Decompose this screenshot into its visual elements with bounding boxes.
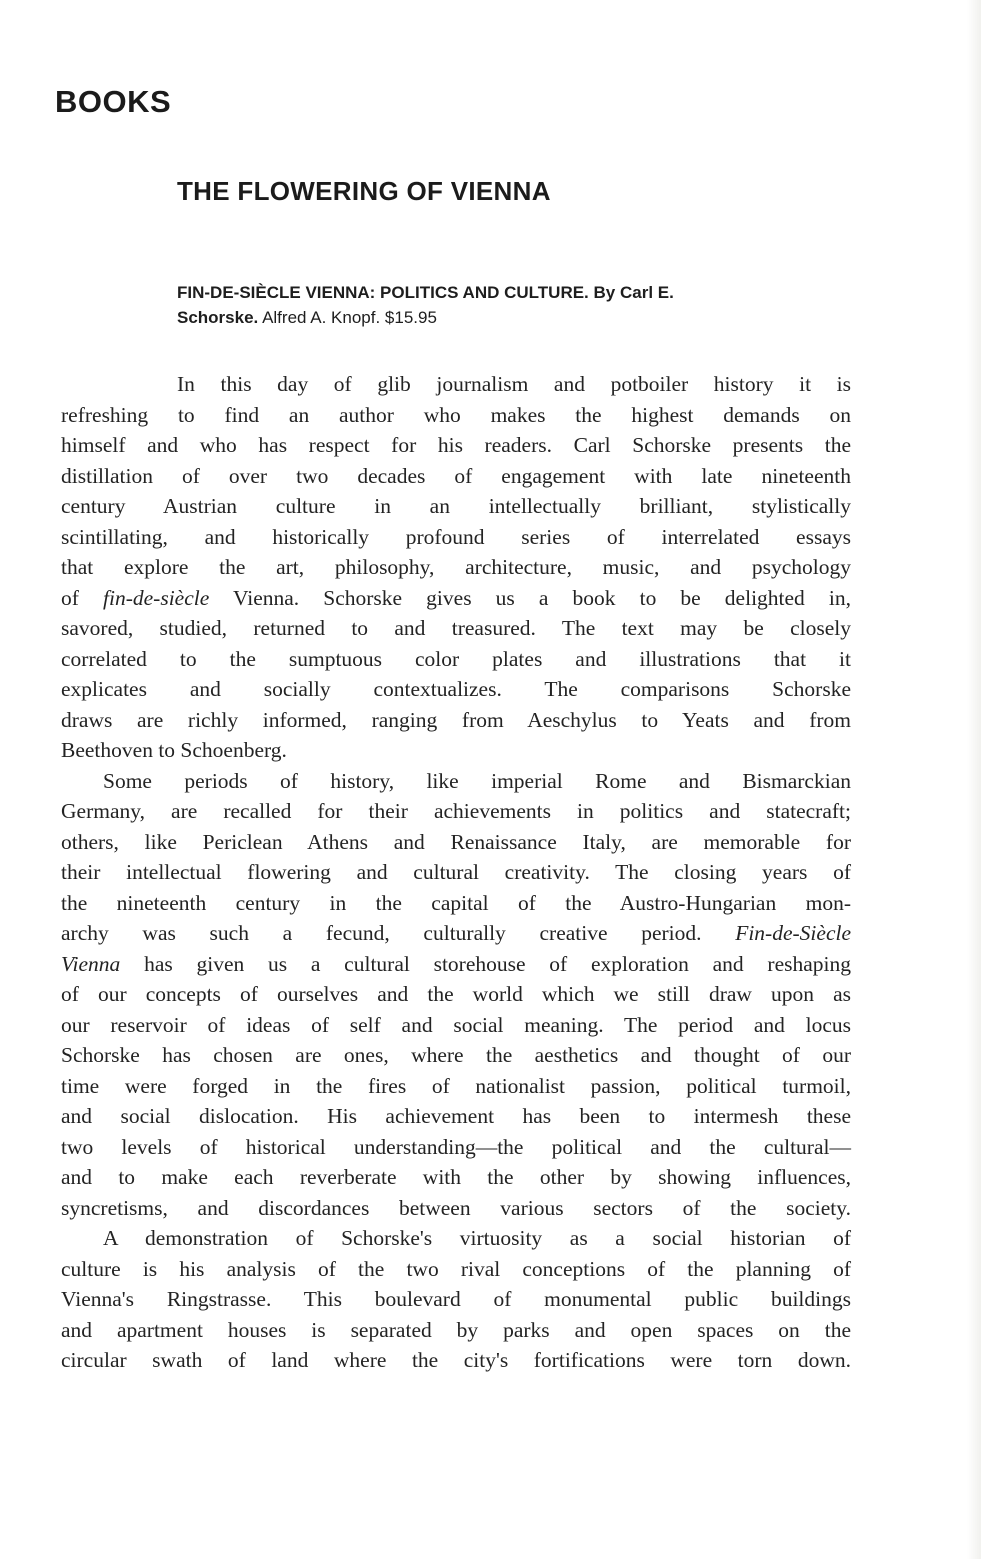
text-line xyxy=(61,583,851,614)
paragraph-3 xyxy=(61,1223,851,1376)
text-line: Schorske has chosen are ones, where the aesthetics and thought of our xyxy=(61,1043,851,1067)
text-line: circular swath of land where the city's fortifications were torn down. xyxy=(61,1348,851,1372)
text-line: Some periods of history, like imperial Rome and Bismarckian xyxy=(103,768,851,793)
text-line: A demonstration of Schorske's virtuosity as a social historian of xyxy=(103,1226,851,1250)
text-line: two levels of historical understanding—the political and the cultural— xyxy=(61,1134,851,1159)
text-line xyxy=(61,949,851,980)
text-line: correlated to the sumptuous color plates and illustrations that it xyxy=(61,646,851,671)
text-line: others, like Periclean Athens and Renaissance Italy, are memorable for xyxy=(61,829,851,854)
italic-title: fin-de-siècle xyxy=(103,585,210,610)
paragraph-1 xyxy=(61,369,851,766)
text-line: Beethoven to Schoenberg. xyxy=(61,738,287,762)
text-line: scintillating, and historically profound series of interrelated essays xyxy=(61,524,851,549)
text-line: and social dislocation. His achievement has been to intermesh these xyxy=(61,1104,851,1128)
text-segment: has given us a cultural storehouse of exploration and reshaping xyxy=(144,951,852,976)
text-line: time were forged in the fires of nationalist passion, political turmoil, xyxy=(61,1073,851,1098)
text-line: Vienna's Ringstrasse. This boulevard of monumental public buildings xyxy=(61,1287,851,1311)
text-line: century Austrian culture in an intellectually brilliant, stylistically xyxy=(61,494,851,518)
text-segment: Vienna. Schorske gives us a book to be delighted in, xyxy=(233,585,851,610)
text-line: In this day of glib journalism and potboiler history it is xyxy=(177,372,851,396)
text-line: of our concepts of ourselves and the world which we still draw upon as xyxy=(61,982,851,1006)
book-title: FIN-DE-SIÈCLE VIENNA: POLITICS AND CULTURE. xyxy=(177,283,589,302)
book-citation xyxy=(177,280,849,330)
text-segment: of xyxy=(61,585,79,610)
text-line: draws are richly informed, ranging from Aeschylus to Yeats and from xyxy=(61,707,851,732)
text-line: distillation of over two decades of engagement with late nineteenth xyxy=(61,463,851,488)
page-edge-shadow xyxy=(967,0,981,1559)
text-line: our reservoir of ideas of self and social meaning. The period and locus xyxy=(61,1012,851,1037)
text-line: syncretisms, and discordances between various sectors of the society. xyxy=(61,1195,851,1220)
text-line: that explore the art, philosophy, architecture, music, and psychology xyxy=(61,555,851,579)
text-line: Germany, are recalled for their achievements in politics and statecraft; xyxy=(61,799,851,823)
text-line xyxy=(61,918,851,949)
text-line: and to make each reverberate with the other by showing influences, xyxy=(61,1165,851,1189)
article-title: THE FLOWERING OF VIENNA xyxy=(177,176,551,206)
text-line: culture is his analysis of the two rival conceptions of the planning of xyxy=(61,1256,851,1281)
italic-title: Fin-de-Siècle xyxy=(735,921,851,945)
paragraph-2 xyxy=(61,766,851,1224)
text-line: explicates and socially contextualizes. The comparisons Schorske xyxy=(61,677,851,701)
text-line: the nineteenth century in the capital of the Austro-Hungarian mon- xyxy=(61,890,851,915)
text-segment: archy was such a fecund, culturally creative period. xyxy=(61,921,702,945)
text-line: himself and who has respect for his readers. Carl Schorske presents the xyxy=(61,433,851,457)
text-line: savored, studied, returned to and treasured. The text may be closely xyxy=(61,616,851,640)
book-publisher-price: Alfred A. Knopf. $15.95 xyxy=(262,308,437,327)
book-author-by: By Carl E. xyxy=(593,283,674,302)
text-line: refreshing to find an author who makes the highest demands on xyxy=(61,402,851,427)
text-line: their intellectual flowering and cultural creativity. The closing years of xyxy=(61,860,851,884)
review-body xyxy=(61,369,851,1376)
section-heading: BOOKS xyxy=(55,84,172,119)
text-line: and apartment houses is separated by parks and open spaces on the xyxy=(61,1317,851,1342)
italic-title: Vienna xyxy=(61,951,121,976)
book-author-last: Schorske. xyxy=(177,308,259,327)
